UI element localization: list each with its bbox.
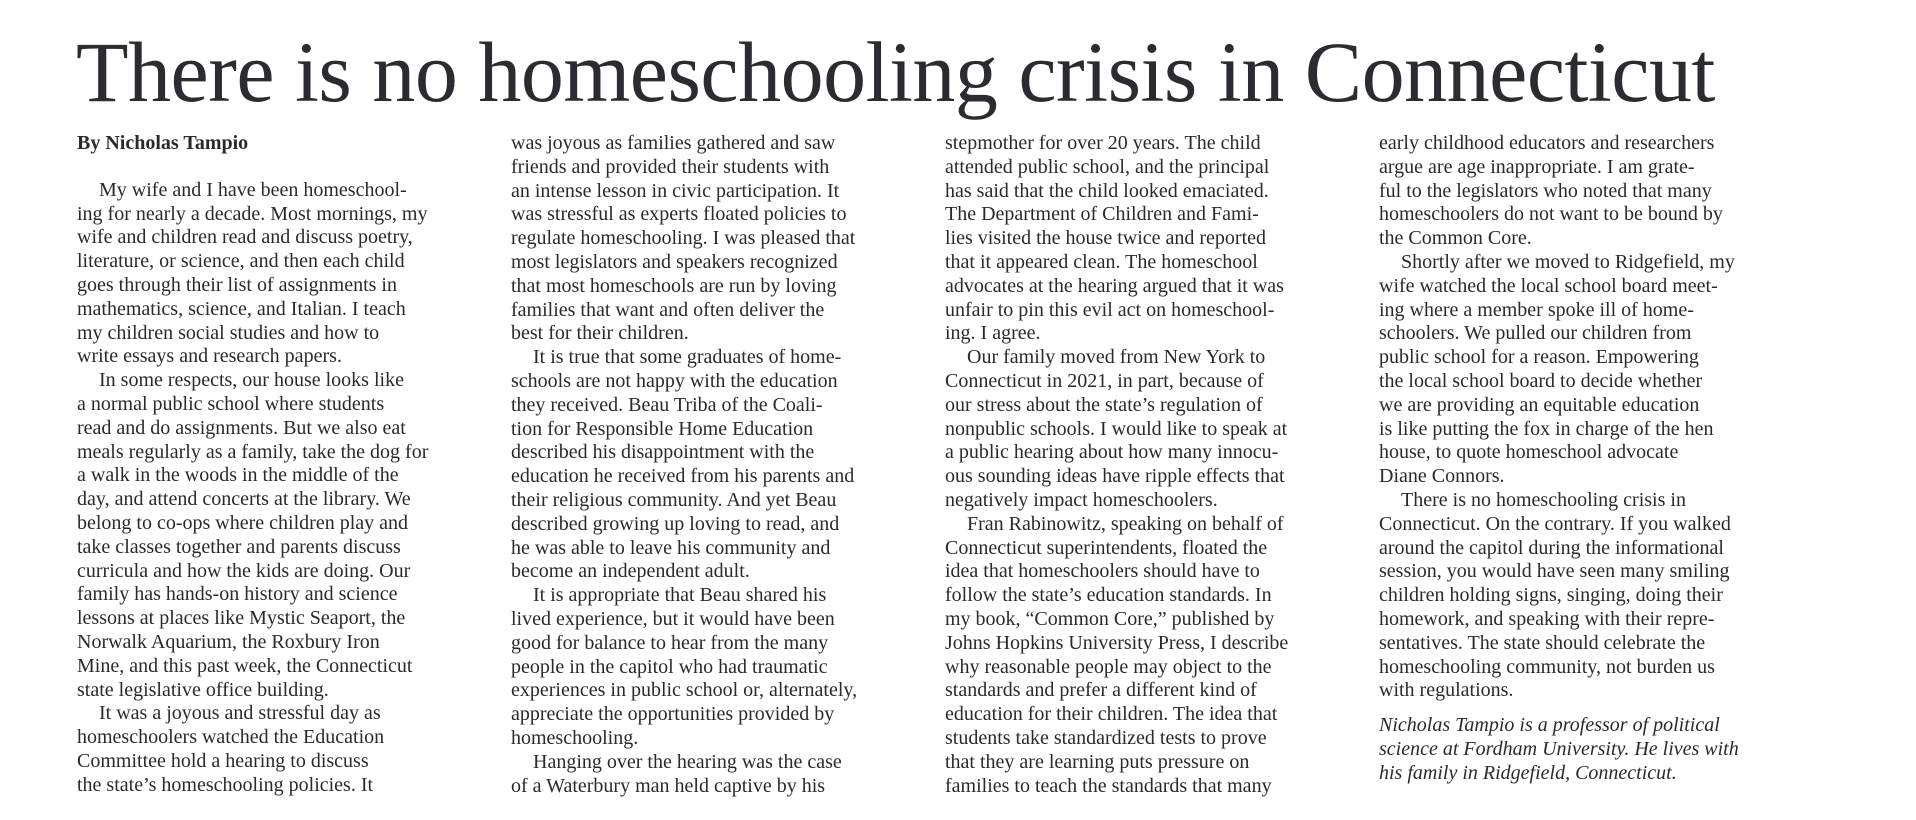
text-line: homeschoolers do not want to be bound by bbox=[1379, 203, 1723, 226]
text-line: a walk in the woods in the middle of the bbox=[77, 464, 399, 487]
text-line: early childhood educators and researchers bbox=[1379, 132, 1715, 154]
text-line: Fran Rabinowitz, speaking on behalf of bbox=[967, 512, 1284, 535]
text-line: good for balance to hear from the many bbox=[511, 631, 829, 654]
paragraph bbox=[945, 513, 1345, 799]
text-line: the state’s homeschooling policies. It bbox=[77, 773, 374, 796]
text-line: families to teach the standards that many bbox=[945, 774, 1272, 797]
text-line: homeschoolers watched the Education bbox=[77, 726, 385, 749]
text-line: Committee hold a hearing to discuss bbox=[77, 749, 369, 772]
text-line: Diane Connors. bbox=[1379, 465, 1505, 488]
text-line: The Department of Children and Fami- bbox=[945, 203, 1259, 226]
text-line: around the capitol during the informational bbox=[1379, 536, 1724, 559]
text-line: that most homeschools are run by loving bbox=[511, 274, 837, 297]
text-line: of a Waterbury man held captive by his bbox=[511, 774, 826, 797]
author-bio bbox=[1379, 714, 1779, 785]
text-line: lived experience, but it would have been bbox=[511, 607, 835, 630]
paragraph bbox=[945, 346, 1345, 513]
text-line: with regulations. bbox=[1379, 679, 1514, 702]
spacer bbox=[1379, 703, 1779, 714]
text-line: lessons at places like Mystic Seaport, the bbox=[77, 607, 406, 630]
text-line: my children social studies and how to bbox=[77, 321, 380, 344]
text-line: homeschooling community, not burden us bbox=[1379, 655, 1715, 678]
text-line: tion for Responsible Home Education bbox=[511, 417, 814, 440]
text-line: wife watched the local school board meet- bbox=[1379, 274, 1718, 297]
text-line: idea that homeschoolers should have to bbox=[945, 560, 1260, 583]
text-line: curricula and how the kids are doing. Our bbox=[77, 559, 411, 582]
text-line: become an independent adult. bbox=[511, 560, 750, 583]
text-line: schoolers. We pulled our children from bbox=[1379, 322, 1692, 345]
text-line: In some respects, our house looks like bbox=[99, 369, 404, 392]
text-line: read and do assignments. But we also eat bbox=[77, 416, 406, 439]
text-line: It was a joyous and stressful day as bbox=[99, 702, 381, 725]
text-line: goes through their list of assignments in bbox=[77, 273, 397, 296]
text-line: that it appeared clean. The homeschool bbox=[945, 250, 1258, 273]
paragraph bbox=[511, 584, 911, 751]
text-line: advocates at the hearing argued that it was bbox=[945, 274, 1284, 297]
text-line: experiences in public school or, alternately, bbox=[511, 679, 858, 702]
text-line: education for their children. The idea that bbox=[945, 703, 1278, 726]
text-line: It is appropriate that Beau shared his bbox=[533, 584, 827, 607]
paragraph bbox=[77, 179, 477, 369]
text-line: write essays and research papers. bbox=[77, 345, 342, 368]
text-line: attended public school, and the principal bbox=[945, 155, 1270, 178]
text-line: Our family moved from New York to bbox=[967, 346, 1266, 369]
text-line: unfair to pin this evil act on homeschool- bbox=[945, 298, 1275, 321]
text-line: the Common Core. bbox=[1379, 227, 1532, 250]
text-line: science at Fordham University. He lives with bbox=[1379, 737, 1739, 760]
text-line: Johns Hopkins University Press, I describe bbox=[945, 631, 1289, 654]
article-column-1 bbox=[77, 132, 477, 798]
text-line: wife and children read and discuss poetry, bbox=[77, 226, 413, 249]
paragraph bbox=[511, 751, 911, 799]
article-column-4 bbox=[1379, 132, 1779, 786]
text-line: Nicholas Tampio is a professor of political bbox=[1379, 714, 1720, 737]
text-line: children holding signs, singing, doing their bbox=[1379, 584, 1723, 607]
paragraph bbox=[511, 132, 911, 346]
byline: By Nicholas Tampio bbox=[77, 132, 249, 154]
text-line: ful to the legislators who noted that many bbox=[1379, 179, 1712, 202]
text-line: literature, or science, and then each child bbox=[77, 250, 405, 273]
text-line: described growing up loving to read, and bbox=[511, 512, 840, 535]
paragraph bbox=[1379, 132, 1779, 251]
text-line: a public hearing about how many innocu- bbox=[945, 441, 1279, 464]
text-line: best for their children. bbox=[511, 322, 689, 345]
text-line: Connecticut superintendents, floated the bbox=[945, 536, 1268, 559]
text-line: lies visited the house twice and reported bbox=[945, 227, 1267, 250]
text-line: has said that the child looked emaciated. bbox=[945, 179, 1269, 202]
text-line: ing where a member spoke ill of home- bbox=[1379, 298, 1694, 321]
text-line: education he received from his parents and bbox=[511, 465, 855, 488]
paragraph bbox=[77, 369, 477, 702]
text-line: described his disappointment with the bbox=[511, 441, 815, 464]
text-line: public school for a reason. Empowering bbox=[1379, 346, 1699, 369]
text-line: my book, “Common Core,” published by bbox=[945, 607, 1275, 630]
text-line: families that want and often deliver the bbox=[511, 298, 825, 321]
text-line: meals regularly as a family, take the dog for bbox=[77, 440, 429, 463]
text-line: argue are age inappropriate. I am grate- bbox=[1379, 155, 1695, 178]
text-line: Norwalk Aquarium, the Roxbury Iron bbox=[77, 630, 380, 653]
paragraph bbox=[77, 702, 477, 797]
text-line: most legislators and speakers recognized bbox=[511, 250, 838, 273]
text-line: standards and prefer a different kind of bbox=[945, 679, 1257, 702]
text-line: Mine, and this past week, the Connecticut bbox=[77, 654, 413, 677]
text-line: session, you would have seen many smiling bbox=[1379, 560, 1730, 583]
text-line: Connecticut. On the contrary. If you walked bbox=[1379, 512, 1731, 535]
headline: There is no homeschooling crisis in Connecticut bbox=[76, 24, 1715, 120]
text-line: belong to co-ops where children play and bbox=[77, 511, 409, 534]
text-line: Connecticut in 2021, in part, because of bbox=[945, 369, 1264, 392]
text-line: friends and provided their students with bbox=[511, 155, 830, 178]
text-line: he was able to leave his community and bbox=[511, 536, 831, 559]
text-line: that they are learning puts pressure on bbox=[945, 750, 1250, 773]
paragraph bbox=[945, 132, 1345, 346]
text-line: their religious community. And yet Beau bbox=[511, 488, 837, 511]
text-line: nonpublic schools. I would like to speak at bbox=[945, 417, 1288, 440]
paragraph bbox=[1379, 251, 1779, 489]
paragraph bbox=[1379, 489, 1779, 703]
text-line: day, and attend concerts at the library. We bbox=[77, 488, 411, 511]
text-line: schools are not happy with the education bbox=[511, 369, 838, 392]
article-column-3 bbox=[945, 132, 1345, 798]
article-column-2 bbox=[511, 132, 911, 798]
text-line: ing for nearly a decade. Most mornings, my bbox=[77, 202, 428, 225]
text-line: ing. I agree. bbox=[945, 322, 1041, 345]
text-line: sentatives. The state should celebrate the bbox=[1379, 631, 1706, 654]
text-line: was stressful as experts floated policies to bbox=[511, 203, 847, 226]
text-line: regulate homeschooling. I was pleased that bbox=[511, 227, 856, 250]
text-line: homeschooling. bbox=[511, 726, 639, 749]
text-line: a normal public school where students bbox=[77, 392, 385, 415]
text-line: follow the state’s education standards. In bbox=[945, 584, 1272, 607]
text-line: There is no homeschooling crisis in bbox=[1401, 488, 1686, 511]
text-line: why reasonable people may object to the bbox=[945, 655, 1272, 678]
text-line: homework, and speaking with their repre- bbox=[1379, 607, 1715, 630]
text-line: My wife and I have been homeschool- bbox=[99, 178, 407, 201]
text-line: they received. Beau Triba of the Coali- bbox=[511, 393, 823, 416]
text-line: an intense lesson in civic participation. It bbox=[511, 179, 840, 202]
text-line: people in the capitol who had traumatic bbox=[511, 655, 828, 678]
text-line: house, to quote homeschool advocate bbox=[1379, 441, 1679, 464]
text-line: our stress about the state’s regulation of bbox=[945, 393, 1263, 416]
text-line: take classes together and parents discuss bbox=[77, 535, 401, 558]
text-line: students take standardized tests to prove bbox=[945, 726, 1267, 749]
text-line: Shortly after we moved to Ridgefield, my bbox=[1401, 250, 1735, 273]
text-line: family has hands-on history and science bbox=[77, 583, 398, 606]
paragraph bbox=[511, 346, 911, 584]
text-line: stepmother for over 20 years. The child bbox=[945, 132, 1261, 154]
text-line: ous sounding ideas have ripple effects that bbox=[945, 465, 1285, 488]
text-line: was joyous as families gathered and saw bbox=[511, 132, 836, 154]
text-line: mathematics, science, and Italian. I teach bbox=[77, 297, 406, 320]
text-line: is like putting the fox in charge of the hen bbox=[1379, 417, 1714, 440]
text-line: the local school board to decide whether bbox=[1379, 369, 1703, 392]
text-line: we are providing an equitable education bbox=[1379, 393, 1700, 416]
text-line: state legislative office building. bbox=[77, 678, 329, 701]
text-line: Hanging over the hearing was the case bbox=[533, 750, 842, 773]
text-line: appreciate the opportunities provided by bbox=[511, 703, 835, 726]
text-line: negatively impact homeschoolers. bbox=[945, 488, 1218, 511]
text-line: his family in Ridgefield, Connecticut. bbox=[1379, 761, 1677, 784]
text-line: It is true that some graduates of home- bbox=[533, 346, 842, 369]
